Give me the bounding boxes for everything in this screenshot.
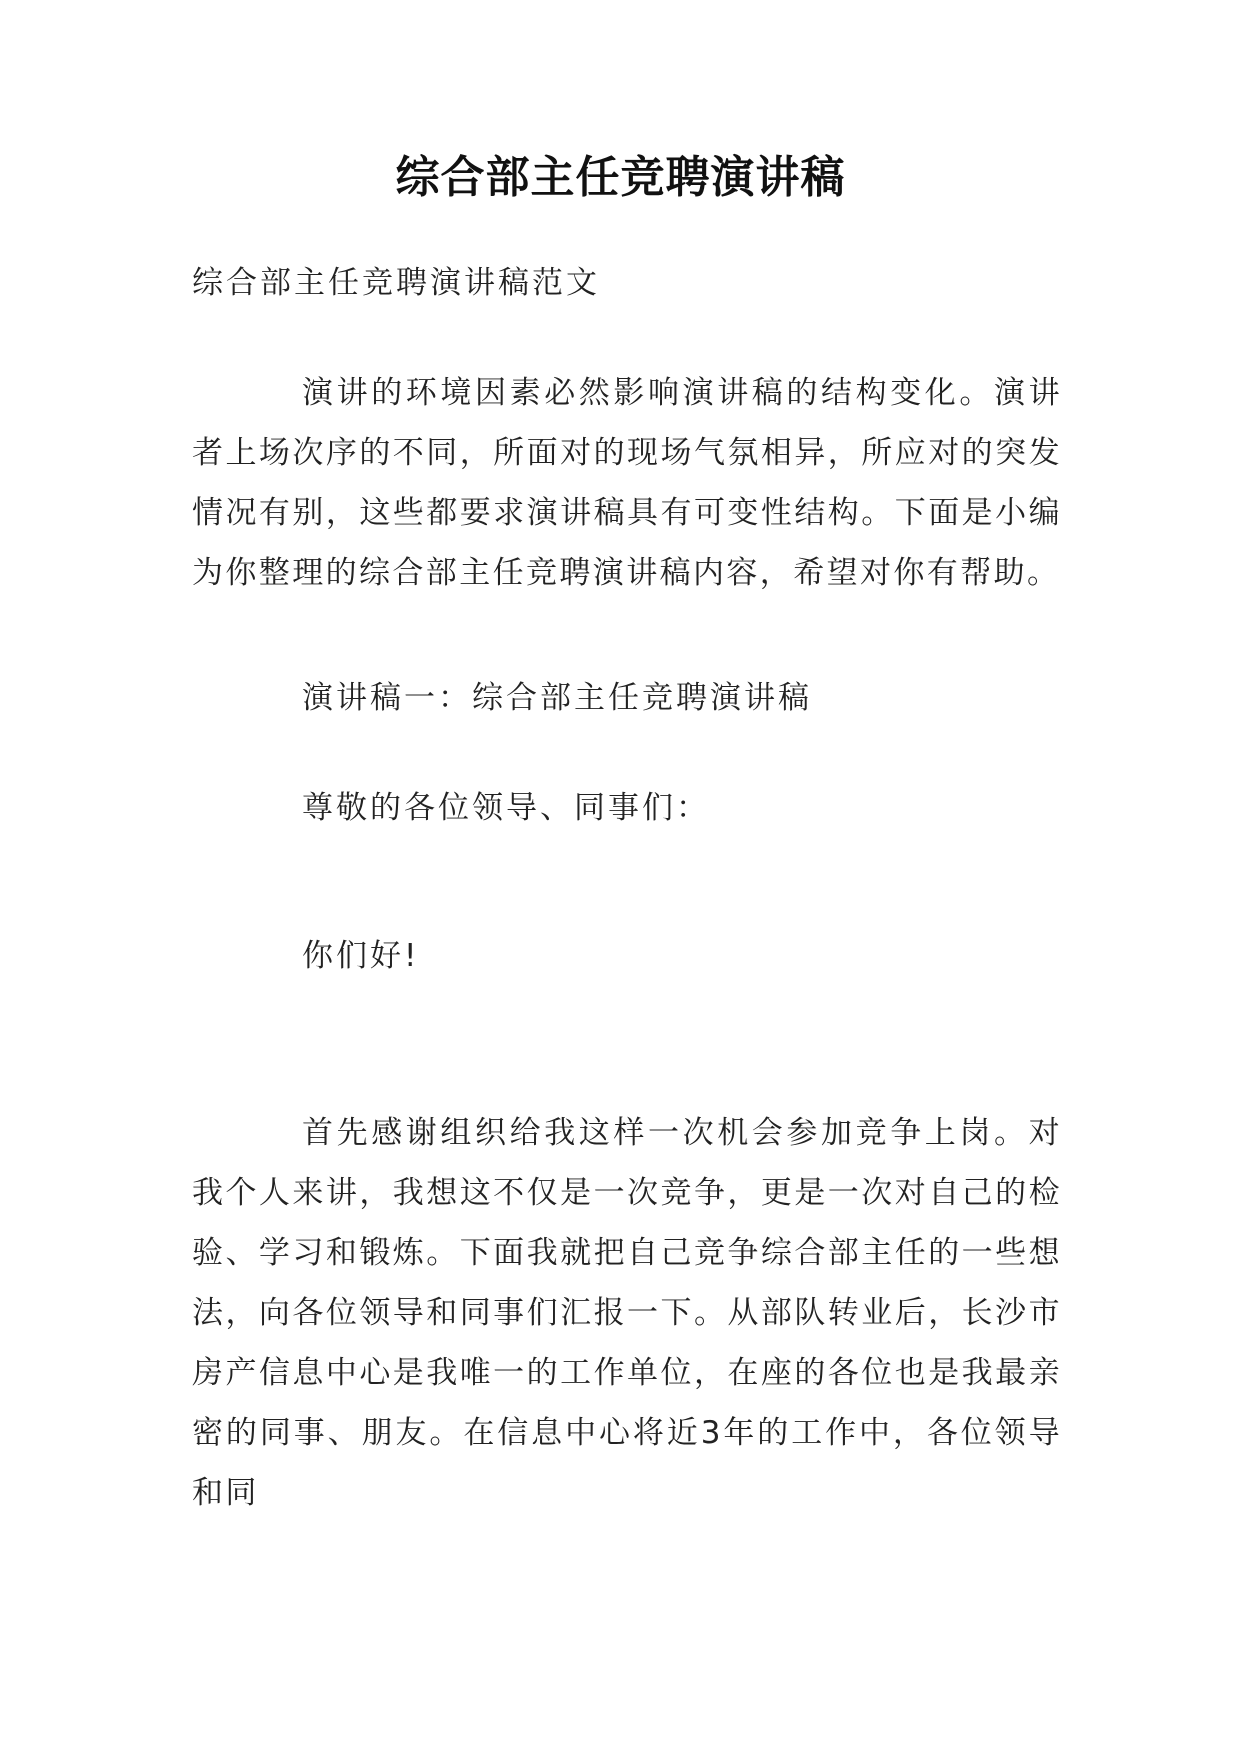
salutation: 尊敬的各位领导、同事们：: [302, 790, 710, 826]
document-subtitle: 综合部主任竞聘演讲稿范文: [192, 265, 600, 301]
greeting: 你们好!: [302, 938, 420, 974]
intro-paragraph: 演讲的环境因素必然影响演讲稿的结构变化。演讲者上场次序的不同，所面对的现场气氛相异，所应对的突发情况有别，这些都要求演讲稿具有可变性结构。下面是小编为你整理的综合部主任竞聘演讲稿内容，希望对你有帮助。: [192, 375, 1062, 591]
document-title: 综合部主任竞聘演讲稿: [395, 152, 846, 203]
body-paragraph: 首先感谢组织给我这样一次机会参加竞争上岗。对我个人来讲，我想这不仅是一次竞争，更是一次对自己的检验、学习和锻炼。下面我就把自己竞争综合部主任的一些想法，向各位领导和同事们汇报一下。从部队转业后，长沙市房产信息中心是我唯一的工作单位，在座的各位也是我最亲密的同事、朋友。在信息中心将近3年的工作中，各位领导和同: [192, 1115, 1062, 1511]
section-heading: 演讲稿一：综合部主任竞聘演讲稿: [302, 680, 812, 716]
